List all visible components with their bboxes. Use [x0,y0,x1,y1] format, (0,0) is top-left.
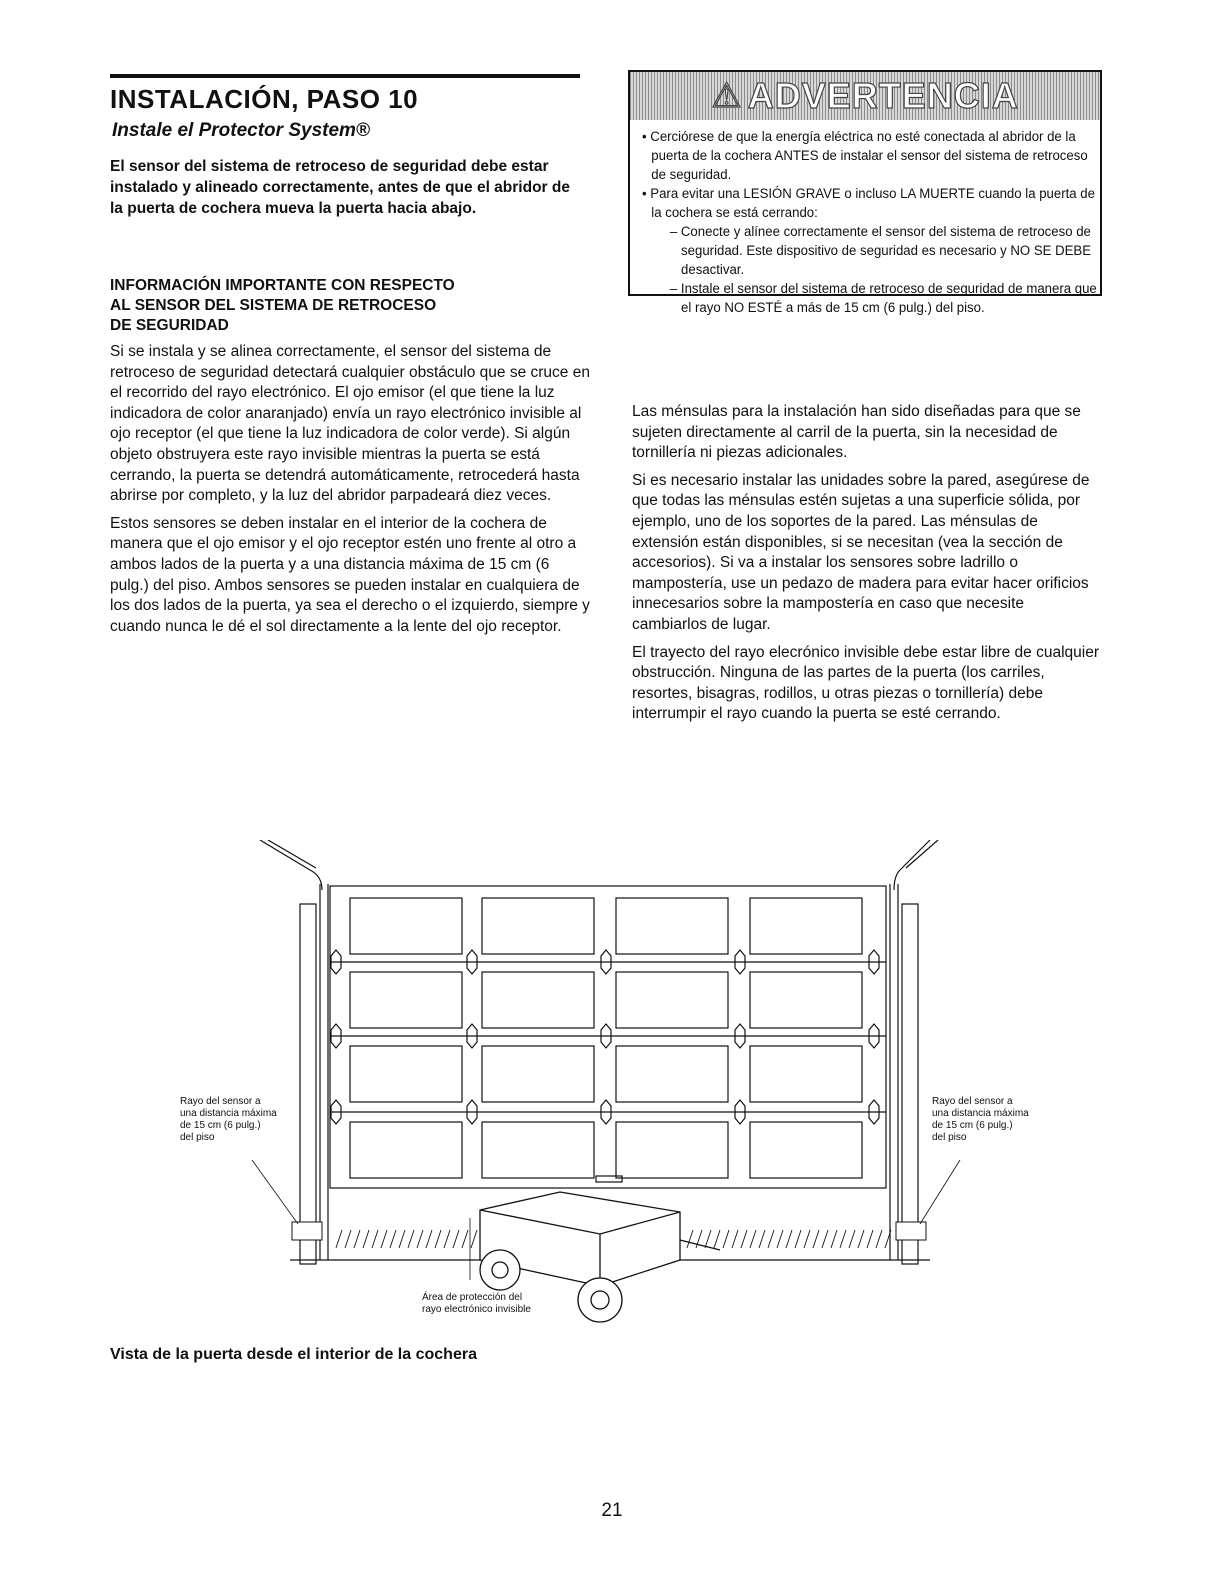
right-paragraph-2: Si es necesario instalar las unidades sobre la pared, asegúrese de que todas las ménsulas estén sujetas a una superficie sólida, por ejemplo, uno de los soportes de la pared. Las ménsulas de extensión están disponibles, si se necesitan (vea la sección de accesorios). Si va a instalar los sensores sobre ladrillo o mampostería, use un pedazo de madera para evitar hacer orificios innecesarios sobre la mampostería en caso que necesite cambiarlos de lugar. [632,471,1090,633]
info-heading-line: DE SEGURIDAD [110,317,229,334]
right-sensor [896,1222,926,1240]
left-track-curve [260,840,322,890]
left-label-line: del piso [180,1132,215,1143]
door-window-panel [616,1046,728,1102]
door-window-panel [482,1122,594,1178]
garage-door [330,886,886,1188]
left-wall [300,904,316,1264]
door-window-panel [616,1122,728,1178]
warning-title: ADVERTENCIA [747,75,1019,116]
page-title: INSTALACIÓN, PASO 10 [110,84,419,114]
left-beam-label [180,1096,280,1143]
warning-banner [630,72,1100,120]
page-number: 21 [601,1500,623,1521]
title-rule [110,74,580,78]
right-paragraph-3: El trayecto del rayo elecrónico invisible debe estar libre de cualquier obstrucción. Ninguna de las partes de la puerta (los carriles, resortes, bisagras, rodillos, u otras piezas o tornillería) debe interrumpir el rayo cuando la puerta se esté cerrando. [632,643,1099,723]
right-label-line: del piso [932,1132,967,1143]
protection-area-label [422,1290,531,1315]
warning-item: • Para evitar una LESIÓN GRAVE o incluso LA MUERTE cuando la puerta de la cochera se está cerrando: [642,186,1095,221]
door-window-panel [750,1046,862,1102]
right-paragraph-1: Las ménsulas para la instalación han sido diseñadas para que se sujeten directamente al carril de la puerta, sin la necesidad de tornillería ni piezas adicionales. [632,403,1081,462]
info-paragraph-1: Si se instala y se alinea correctamente, el sensor del sistema de retroceso de seguridad detectará cualquier obstáculo que se cruce en el recorrido del rayo electrónico. El ojo emisor (el que tiene la luz indicadora de color anaranjado) envía un rayo electrónico invisible al ojo receptor (el que tiene la luz indicadora de color verde). Si algún objeto obstruyera este rayo invisible mientras la puerta se está cerrando, la puerta se detendrá automáticamente, retrocederá hasta abrirse por completo, y la luz del abridor parpadeará diez veces. [110,343,590,505]
right-label-line: una distancia máxima [932,1108,1029,1119]
right-wall [902,904,918,1264]
info-paragraph-2: Estos sensores se deben instalar en el interior de la cochera de manera que el ojo emisor y el ojo receptor estén uno frente al otro a ambos lados de la puerta y a una distancia máxima de 15 cm (6 pulg.) del piso. Ambos sensores se pueden instalar en cualquiera de los dos lados de la puerta, ya sea el derecho o el izquierdo, siempre y cuando nunca le dé el sol directamente a la lente del ojo receptor. [110,514,590,635]
info-heading [110,276,580,336]
warning-list [642,128,1098,318]
door-window-panel [750,972,862,1028]
left-label-line: una distancia máxima [180,1108,277,1119]
door-panels [331,898,879,1182]
door-window-panel [616,898,728,954]
door-window-panel [750,898,862,954]
right-label-line: Rayo del sensor a [932,1096,1013,1107]
right-label-line: de 15 cm (6 pulg.) [932,1120,1013,1131]
warning-triangle-icon: ⚠ [711,77,742,115]
left-sensor [292,1222,322,1240]
left-column-body [110,342,590,644]
right-track-curve [894,840,930,890]
warning-subitem: – Instale el sensor del sistema de retroceso de seguridad de manera que el rayo NO ESTÉ a más de 15 cm (6 pulg.) del piso. [669,281,1097,316]
door-window-panel [750,1122,862,1178]
garage-door-illustration [160,840,1060,1330]
warning-item: • Cerciórese de que la energía eléctrica no esté conectada al abridor de la puerta de la cochera ANTES de instalar el sensor del sistema de retroceso de seguridad. [642,129,1088,183]
door-window-panel [350,972,462,1028]
right-track [890,884,898,1260]
protection-label-line: Área de protección del [422,1292,523,1303]
door-window-panel [482,1046,594,1102]
door-window-panel [350,898,462,954]
warning-box [628,70,1102,316]
door-window-panel [350,1122,462,1178]
figure-caption: Vista de la puerta desde el interior de la cochera [110,1346,477,1363]
door-window-panel [482,972,594,1028]
door-window-panel [350,1046,462,1102]
protection-label-line: rayo electrónico invisible [422,1304,531,1315]
left-label-line: Rayo del sensor a [180,1096,261,1107]
warning-subitem: – Conecte y alínee correctamente el sensor del sistema de retroceso de seguridad. Este dispositivo de seguridad es necesario y NO SE DEBE desactivar. [669,224,1092,278]
left-track [320,884,328,1260]
info-heading-line: INFORMACIÓN IMPORTANTE CON RESPECTO [110,277,455,294]
door-handle [596,1176,622,1182]
door-window-panel [482,898,594,954]
door-window-panel [616,972,728,1028]
left-label-line: de 15 cm (6 pulg.) [180,1120,261,1131]
right-column-body [632,402,1102,732]
right-beam-label [932,1096,1032,1143]
page-subtitle: Instale el Protector System® [112,120,370,141]
info-heading-line: AL SENSOR DEL SISTEMA DE RETROCESO [110,297,437,314]
lead-paragraph: El sensor del sistema de retroceso de seguridad debe estar instalado y alineado correctamente, antes de que el abridor de la puerta de cochera mueva la puerta hacia abajo. [110,158,570,217]
